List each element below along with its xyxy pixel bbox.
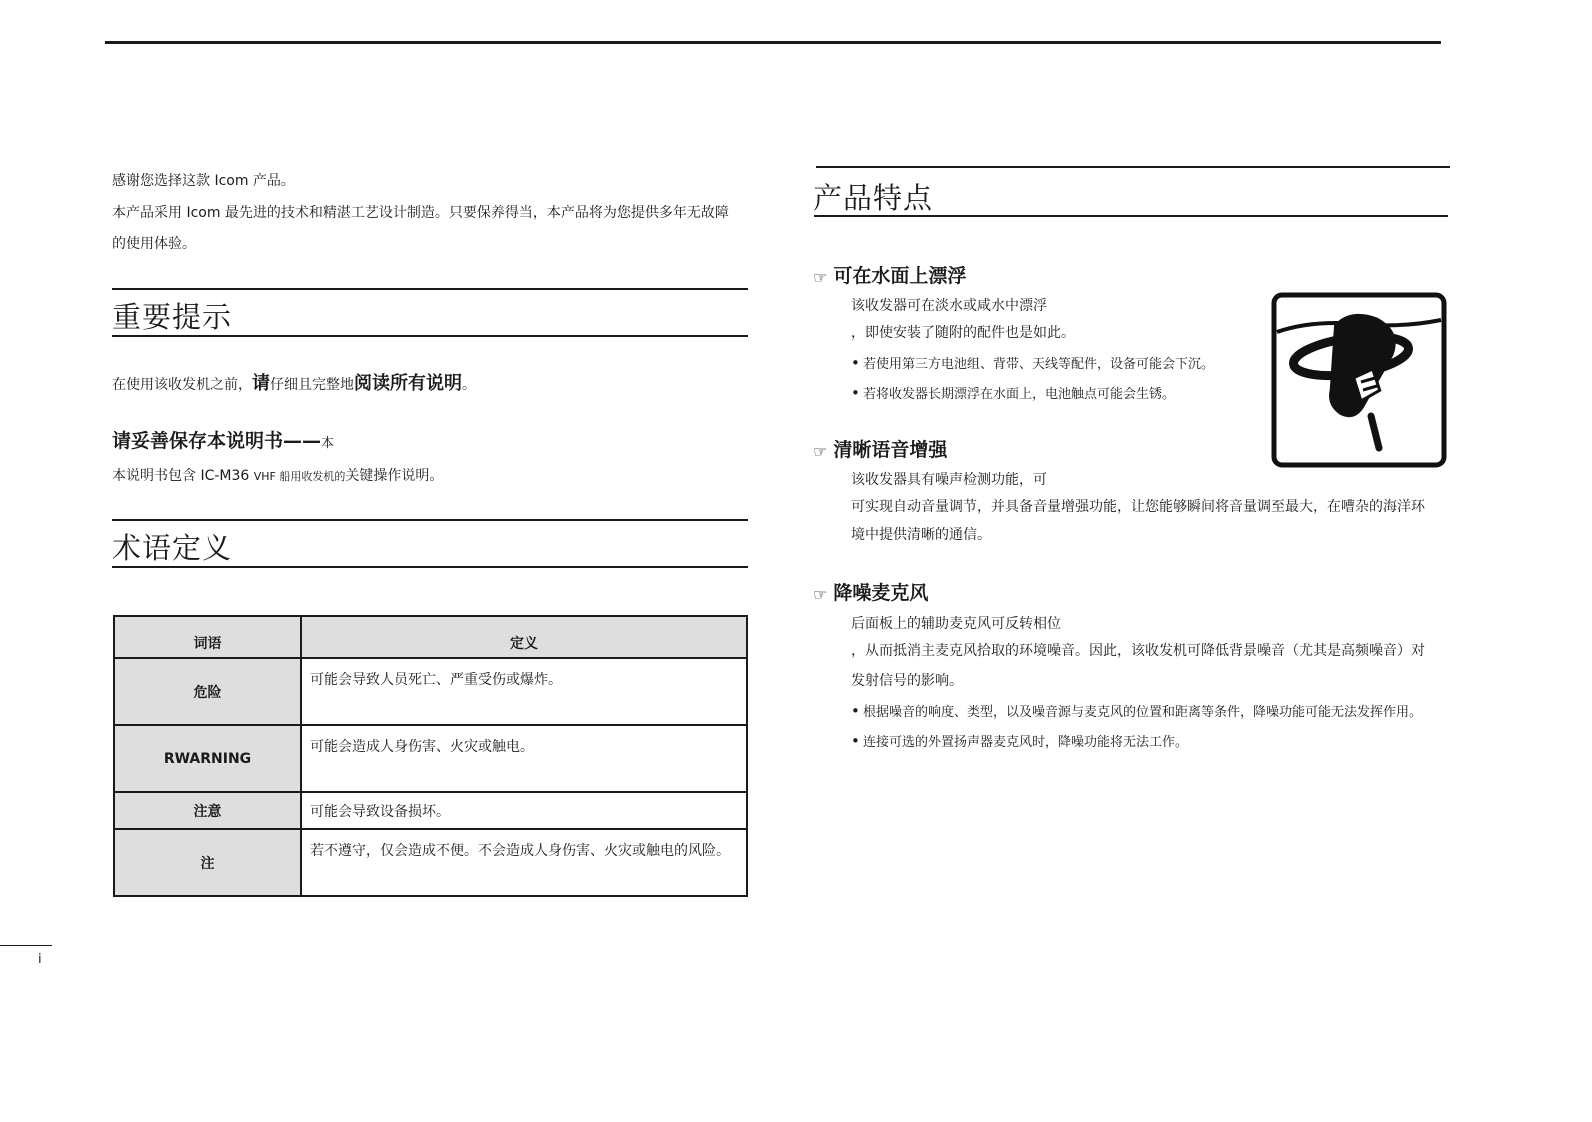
table-row bbox=[114, 829, 747, 896]
feature-mic-bullet-1 bbox=[851, 701, 1422, 723]
floating-radio-icon bbox=[1271, 292, 1447, 468]
definitions-title: 术语定义 bbox=[112, 531, 233, 565]
important-instruction-c: 仔细且完整地 bbox=[270, 377, 354, 393]
intro-line-3: 的使用体验。 bbox=[112, 236, 196, 252]
table-cell-definition: 可能会造成人身伤害、火灾或触电。 bbox=[301, 725, 747, 792]
keep-manual-heading bbox=[112, 429, 334, 456]
important-instruction-b: 请 bbox=[252, 373, 270, 394]
feature-mic-bullet-2 bbox=[851, 731, 1188, 753]
table-cell-term: 注 bbox=[114, 829, 301, 896]
important-rule-bottom bbox=[112, 335, 748, 337]
table-cell-definition: 可能会导致设备损坏。 bbox=[301, 792, 747, 829]
table-row bbox=[114, 658, 747, 725]
feature-float-bullet-1 bbox=[851, 353, 1214, 375]
features-rule-top bbox=[816, 166, 1450, 168]
feature-heading-float bbox=[813, 264, 966, 289]
feature-heading-noise-mic bbox=[813, 581, 928, 606]
definitions-rule-top bbox=[112, 519, 748, 521]
intro-line-2: 本产品采用 Icom 最先进的技术和精湛工艺设计制造。只要保养得当，本产品将为您提供多年无故障 bbox=[112, 205, 729, 221]
table-header-row bbox=[114, 616, 747, 658]
important-instruction bbox=[112, 374, 476, 395]
pointing-hand-icon: ☞ bbox=[813, 442, 828, 461]
table-header-term: 词语 bbox=[114, 616, 301, 658]
table-row bbox=[114, 792, 747, 829]
features-title: 产品特点 bbox=[813, 181, 934, 215]
page-number: i bbox=[38, 952, 42, 967]
intro-line-1: 感谢您选择这款 Icom 产品。 bbox=[112, 173, 295, 189]
feature-heading-clear-voice bbox=[813, 438, 947, 463]
definitions-rule-bottom bbox=[112, 566, 748, 568]
table-cell-term: 危险 bbox=[114, 658, 301, 725]
table-cell-definition: 可能会导致人员死亡、严重受伤或爆炸。 bbox=[301, 658, 747, 725]
important-instruction-e: 。 bbox=[462, 377, 476, 393]
top-rule bbox=[105, 41, 1441, 44]
pointing-hand-icon: ☞ bbox=[813, 585, 828, 604]
feature-float-line-2: ，即使安装了随附的配件也是如此。 bbox=[851, 325, 1075, 341]
table-cell-term: 注意 bbox=[114, 792, 301, 829]
table-header-definition: 定义 bbox=[301, 616, 747, 658]
page-number-rule bbox=[0, 945, 52, 946]
terms-table bbox=[113, 615, 748, 897]
manual-description bbox=[112, 466, 443, 487]
table-row bbox=[114, 725, 747, 792]
manual-description-c: 关键操作说明。 bbox=[345, 468, 444, 484]
feature-mic-line-3: 发射信号的影响。 bbox=[851, 673, 963, 689]
feature-float-line-1: 该收发器可在淡水或咸水中漂浮 bbox=[851, 298, 1047, 314]
pointing-hand-icon: ☞ bbox=[813, 268, 828, 287]
table-cell-definition: 若不遵守，仅会造成不便。不会造成人身伤害、火灾或触电的风险。 bbox=[301, 829, 747, 896]
feature-heading-text: 降噪麦克风 bbox=[833, 582, 929, 604]
feature-voice-line-3: 境中提供清晰的通信。 bbox=[851, 527, 991, 543]
bullet-text: 根据噪音的响度、类型，以及噪音源与麦克风的位置和距离等条件，降噪功能可能无法发挥作用。 bbox=[863, 705, 1423, 720]
table-cell-term: RWARNING bbox=[114, 725, 301, 792]
feature-heading-text: 可在水面上漂浮 bbox=[833, 265, 967, 287]
bullet-text: 若使用第三方电池组、背带、天线等配件，设备可能会下沉。 bbox=[863, 357, 1215, 372]
keep-manual-bold: 请妥善保存本说明书—— bbox=[112, 430, 322, 452]
feature-heading-text: 清晰语音增强 bbox=[833, 439, 948, 461]
feature-mic-line-1: 后面板上的辅助麦克风可反转相位 bbox=[851, 616, 1061, 632]
bullet-text: 连接可选的外置扬声器麦克风时，降噪功能将无法工作。 bbox=[863, 735, 1189, 750]
feature-float-bullet-2 bbox=[851, 383, 1175, 405]
manual-description-a: 本说明书包含 IC-M36 bbox=[112, 468, 254, 484]
manual-description-b: VHF 船用收发机的 bbox=[253, 470, 346, 483]
features-rule-bottom bbox=[814, 215, 1448, 217]
important-instruction-a: 在使用该收发机之前， bbox=[112, 377, 252, 393]
important-rule-top bbox=[112, 288, 748, 290]
bullet-text: 若将收发器长期漂浮在水面上，电池触点可能会生锈。 bbox=[863, 387, 1176, 402]
important-instruction-d: 阅读所有说明 bbox=[354, 373, 462, 394]
important-title: 重要提示 bbox=[112, 300, 233, 334]
keep-manual-small: 本 bbox=[321, 436, 335, 451]
feature-voice-line-1: 该收发器具有噪声检测功能，可 bbox=[851, 472, 1047, 488]
feature-mic-line-2: ，从而抵消主麦克风拾取的环境噪音。因此，该收发机可降低背景噪音（尤其是高频噪音）对 bbox=[851, 643, 1425, 659]
feature-voice-line-2: 可实现自动音量调节，并具备音量增强功能，让您能够瞬间将音量调至最大，在嘈杂的海洋环 bbox=[851, 499, 1425, 515]
